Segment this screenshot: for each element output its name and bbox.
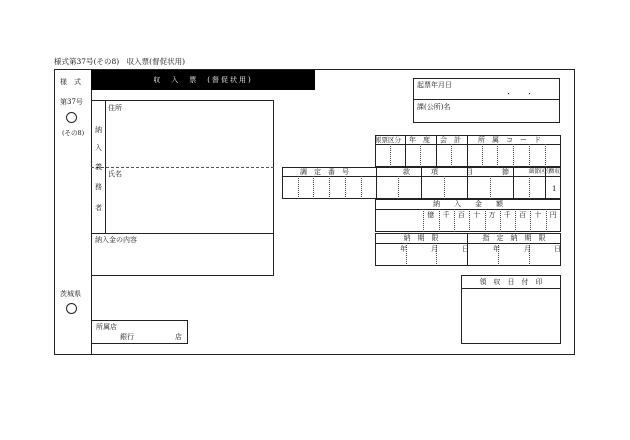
amount-unit-2: 百 — [457, 211, 465, 219]
amount-sep-1 — [439, 209, 440, 232]
form-title: 様式第37号(その8) 収入票(督促状用) — [54, 57, 186, 66]
issue-date-dots: ・ ・ — [505, 90, 533, 98]
payer-char-3: 義 — [95, 163, 102, 171]
form-number: 第37号 — [60, 98, 83, 106]
deadline-dot-3 — [498, 243, 499, 266]
branch-title: 所属店 — [96, 323, 117, 331]
ref-dot-4 — [345, 176, 346, 199]
amount-unit-4: 万 — [488, 211, 496, 219]
amount-unit-8: 円 — [549, 211, 557, 219]
prefecture-label: 茨城県 — [60, 290, 81, 298]
code-header-divider — [375, 144, 561, 145]
code-dot-3 — [451, 144, 452, 167]
deadline-label: 納 期 限 — [403, 234, 439, 242]
amount-sep-2 — [454, 209, 455, 232]
amount-unit-6: 百 — [519, 211, 527, 219]
receipt-stamp-label: 領 収 日 付 印 — [479, 278, 543, 286]
amount-divider — [375, 209, 561, 210]
amount-sep-3 — [469, 209, 470, 232]
ref-dot-3 — [329, 176, 330, 199]
code-dot-4 — [482, 144, 483, 167]
account-label: 会 計 — [440, 136, 461, 144]
divide-label: 細節区分 — [529, 169, 552, 175]
issue-date-label: 起票年月日 — [417, 81, 452, 89]
amount-sep-8 — [546, 209, 547, 232]
seal-circle-top — [66, 112, 77, 123]
dept-label: 課(公所)名 — [417, 103, 451, 111]
address-label: 住所 — [108, 104, 122, 112]
setsu-label: 節 — [502, 168, 509, 176]
amount-sep-6 — [515, 209, 516, 232]
code-col-1 — [405, 135, 406, 167]
form-sub-number: (その8) — [62, 129, 85, 137]
payment-content-label: 納入金の内容 — [95, 236, 137, 244]
setsu-dot — [529, 176, 530, 199]
ref-dot-2 — [313, 176, 314, 199]
moku-label: 目 — [466, 168, 473, 176]
code-dot-8 — [545, 144, 546, 167]
payer-char-4: 務 — [95, 183, 102, 191]
branch-bank: 銀行 — [120, 333, 134, 341]
receipt-stamp-divider — [461, 288, 561, 289]
deadline-dot-4 — [529, 243, 530, 266]
ref-dot-1 — [298, 176, 299, 199]
kan-dot — [398, 176, 399, 199]
deadline-year: 年 — [400, 245, 407, 253]
amount-unit-1: 千 — [442, 211, 450, 219]
deadline-dot-1 — [406, 243, 407, 266]
code-col-3 — [467, 135, 468, 167]
code-col-2 — [436, 135, 437, 167]
style-label: 様 式 — [60, 78, 81, 86]
code-dot-7 — [529, 144, 530, 167]
detail-col-ref — [376, 167, 377, 199]
amount-unit-3: 十 — [473, 211, 481, 219]
amount-unit-5: 千 — [503, 211, 511, 219]
deadline-dot-2 — [436, 243, 437, 266]
payer-content-divider — [91, 233, 274, 234]
amount-unit-0: 億 — [427, 211, 435, 219]
code-dot-2 — [420, 144, 421, 167]
amount-sep-5 — [500, 209, 501, 232]
amount-sep-7 — [530, 209, 531, 232]
detail-col-moku — [513, 167, 514, 199]
designated-day: 日 — [554, 245, 561, 253]
amount-unit-7: 十 — [534, 211, 542, 219]
payer-name-divider — [91, 167, 274, 168]
kou-label: 項 — [431, 168, 438, 176]
amount-label: 納 入 金 額 — [433, 200, 503, 208]
ledger-label: 帳票区分 — [375, 136, 401, 144]
moku-dot — [490, 176, 491, 199]
kan-label: 款 — [403, 168, 410, 176]
amount-sep-4 — [485, 209, 486, 232]
deadline-divider — [375, 243, 561, 244]
ref-number-label: 調 定 番 号 — [300, 168, 349, 176]
payer-char-2: 入 — [95, 144, 102, 152]
receipt-banner: 収 入 票 (督促状用) — [91, 70, 315, 90]
ref-dot-5 — [361, 176, 362, 199]
name-label: 氏名 — [108, 170, 122, 178]
amount-sep-0 — [423, 209, 424, 232]
payer-char-1: 納 — [95, 126, 102, 134]
seal-circle-bottom — [66, 303, 77, 314]
designated-year: 年 — [493, 245, 500, 253]
deadline-month: 月 — [431, 245, 438, 253]
code-dot-5 — [497, 144, 498, 167]
issue-divider — [413, 99, 560, 100]
payer-box — [91, 100, 274, 276]
year-label: 年 度 — [409, 136, 430, 144]
code-label: 所 属 コ ー ド — [478, 136, 541, 144]
code-dot-1 — [390, 144, 391, 167]
designated-deadline-label: 指 定 納 期 限 — [482, 234, 546, 242]
detail-col-kan — [421, 167, 422, 199]
collect-value: 1 — [552, 185, 557, 193]
code-dot-6 — [513, 144, 514, 167]
collect-label: 徴収 — [549, 169, 561, 175]
branch-shop: 店 — [175, 333, 182, 341]
payer-char-5: 者 — [95, 204, 102, 212]
designated-month: 月 — [524, 245, 531, 253]
kou-dot — [444, 176, 445, 199]
deadline-day: 日 — [462, 245, 469, 253]
